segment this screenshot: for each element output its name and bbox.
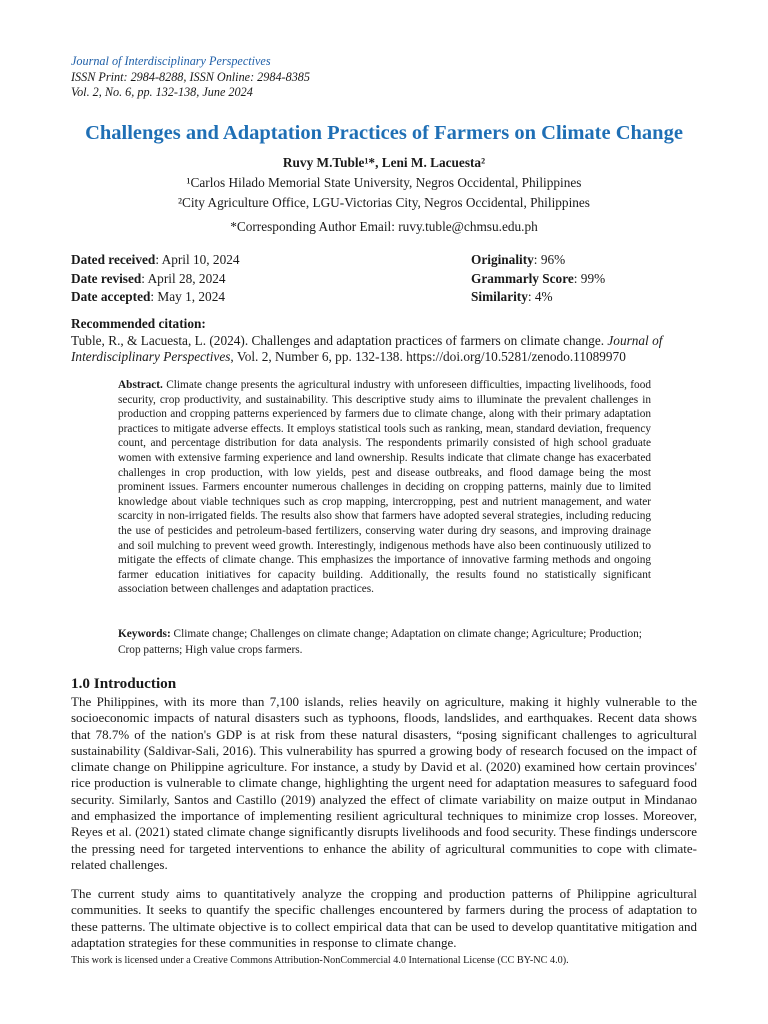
revised-label: Date revised	[71, 270, 142, 286]
author-block	[0, 153, 768, 213]
keywords-text: Climate change; Challenges on climate change; Adaptation on climate change; Agriculture; Production; Crop patterns; High value crops farmers.	[118, 628, 642, 656]
citation-journal: Journal of Interdisciplinary Perspectives	[71, 332, 663, 364]
grammarly-label: Grammarly Score	[471, 270, 574, 286]
similarity-label: Similarity	[471, 289, 528, 304]
abstract-text: Climate change presents the agricultural industry with unforeseen difficulties, impacting livelihoods, food security, crop productivity, and sustainability. This descriptive study aims to illuminate the prevalent challenges in production and cropping patterns experienced by farmers due to climate change, along with their primary adaptation practices to mitigate adverse effects. It employs statistical tools such as ranking, mean, standard deviation, frequency count, and percentage distribution for data analysis. The respondents primarily consisted of high school graduate women with extensive farming experience and land ownership. Results indicate that climate change has exacerbated challenges in crop production, with low yields, pest and disease outbreaks, and flood damage being the most prominent issues. Farmers encounter numerous challenges in deciding on cropping patterns, mainly due to limited knowledge about viable techniques such as crop mapping, intercropping, pest and nutrient management, and water scarcity in non-irrigated fields. The results also show that farmers have adopted several strategies, including reducing the use of pesticides and petroleum-based fertilizers, conserving water during dry seasons, and improving drainage and soil mulching to prevent weed growth. Interestingly, indigenous methods have also been continuously utilized to mitigate the effects of climate change. This emphasizes the importance of innovative farming methods and ongoing farmer education initiatives for capacity building. Additionally, the results found no statistically significant association between challenges and adaptation practices.	[118, 379, 651, 596]
citation-label: Recommended citation:	[71, 316, 206, 331]
similarity-value: : 4%	[527, 289, 553, 304]
originality-label: Originality	[471, 252, 534, 267]
intro-paragraph-1: The Philippines, with its more than 7,100 islands, relies heavily on agriculture, making it highly vulnerable to the socioeconomic impacts of natural disasters such as typhoons, floods, landslides, and earthquakes. Recent data shows that 78.7% of the nation's GDP is at risk from these natural disasters, “posing significant challenges to agricultural sustainability (Saldivar-Sali, 2016). This vulnerability has spurred a growing body of research focused on the impact of climate change on Philippine agriculture. For instance, a study by David et al. (2020) examined how certain provinces' rice production is vulnerable to climate change, highlighting the urgent need for adaptation measures to safeguard food security. Similarly, Santos and Castillo (2019) analyzed the effect of climate variability on maize output in Mindanao and emphasized the importance of implementing resilient agricultural techniques to minimize crop losses. Moreover, Reyes et al. (2021) stated climate change significantly disrupts livelihoods and food security. These findings underscore the pressing need for targeted interventions to enhance the ability of agricultural communities to cope with climate-related challenges.	[71, 694, 697, 872]
citation-text-b: , Vol. 2, Number 6, pp. 132-138. https://doi.org/10.5281/zenodo.11089970	[230, 349, 626, 364]
journal-volume: Vol. 2, No. 6, pp. 132-138, June 2024	[71, 85, 253, 99]
revised-date: : April 28, 2024	[141, 270, 226, 286]
recommended-citation	[71, 316, 701, 366]
author-names: Ruvy M.Tuble¹*, Leni M. Lacuesta²	[282, 155, 486, 170]
received-date: : April 10, 2024	[155, 252, 240, 267]
originality-value: : 96%	[533, 252, 566, 267]
grammarly-value: : 99%	[573, 270, 606, 286]
paper-title: Challenges and Adaptation Practices of Farmers on Climate Change	[85, 122, 683, 144]
affiliation-2: ²City Agriculture Office, LGU-Victorias City, Negros Occidental, Philippines	[178, 195, 590, 210]
section-heading-introduction: 1.0 Introduction	[71, 675, 177, 692]
corresponding-email: *Corresponding Author Email: ruvy.tuble@chmsu.edu.ph	[230, 219, 538, 234]
abstract	[118, 378, 651, 597]
abstract-label: Abstract.	[118, 379, 163, 391]
metrics-block	[471, 251, 605, 307]
intro-paragraph-2: The current study aims to quantitatively analyze the cropping and production patterns of Philippine agricultural communities. It seeks to quantify the specific challenges encountered by farmers during the process of adaptation to these patterns. The ultimate objective is to collect empirical data that can be used to develop quantitative mitigation and adaptation strategies for these communities in response to climate change.	[71, 886, 697, 950]
journal-issn: ISSN Print: 2984-8288, ISSN Online: 2984-8385	[71, 69, 310, 84]
keywords	[118, 627, 651, 658]
journal-header	[71, 54, 310, 101]
citation-text-a: Tuble, R., & Lacuesta, L. (2024). Challenges and adaptation practices of farmers on climate change.	[71, 332, 608, 348]
affiliation-1: ¹Carlos Hilado Memorial State University, Negros Occidental, Philippines	[186, 175, 582, 190]
dates-block	[71, 251, 240, 307]
keywords-label: Keywords:	[118, 628, 171, 640]
journal-name: Journal of Interdisciplinary Perspectives	[71, 54, 271, 68]
accepted-date: : May 1, 2024	[150, 289, 225, 304]
license-notice: This work is licensed under a Creative Commons Attribution-NonCommercial 4.0 International License (CC BY-NC 4.0).	[71, 955, 569, 966]
received-label: Dated received	[71, 252, 156, 267]
accepted-label: Date accepted	[71, 289, 151, 304]
